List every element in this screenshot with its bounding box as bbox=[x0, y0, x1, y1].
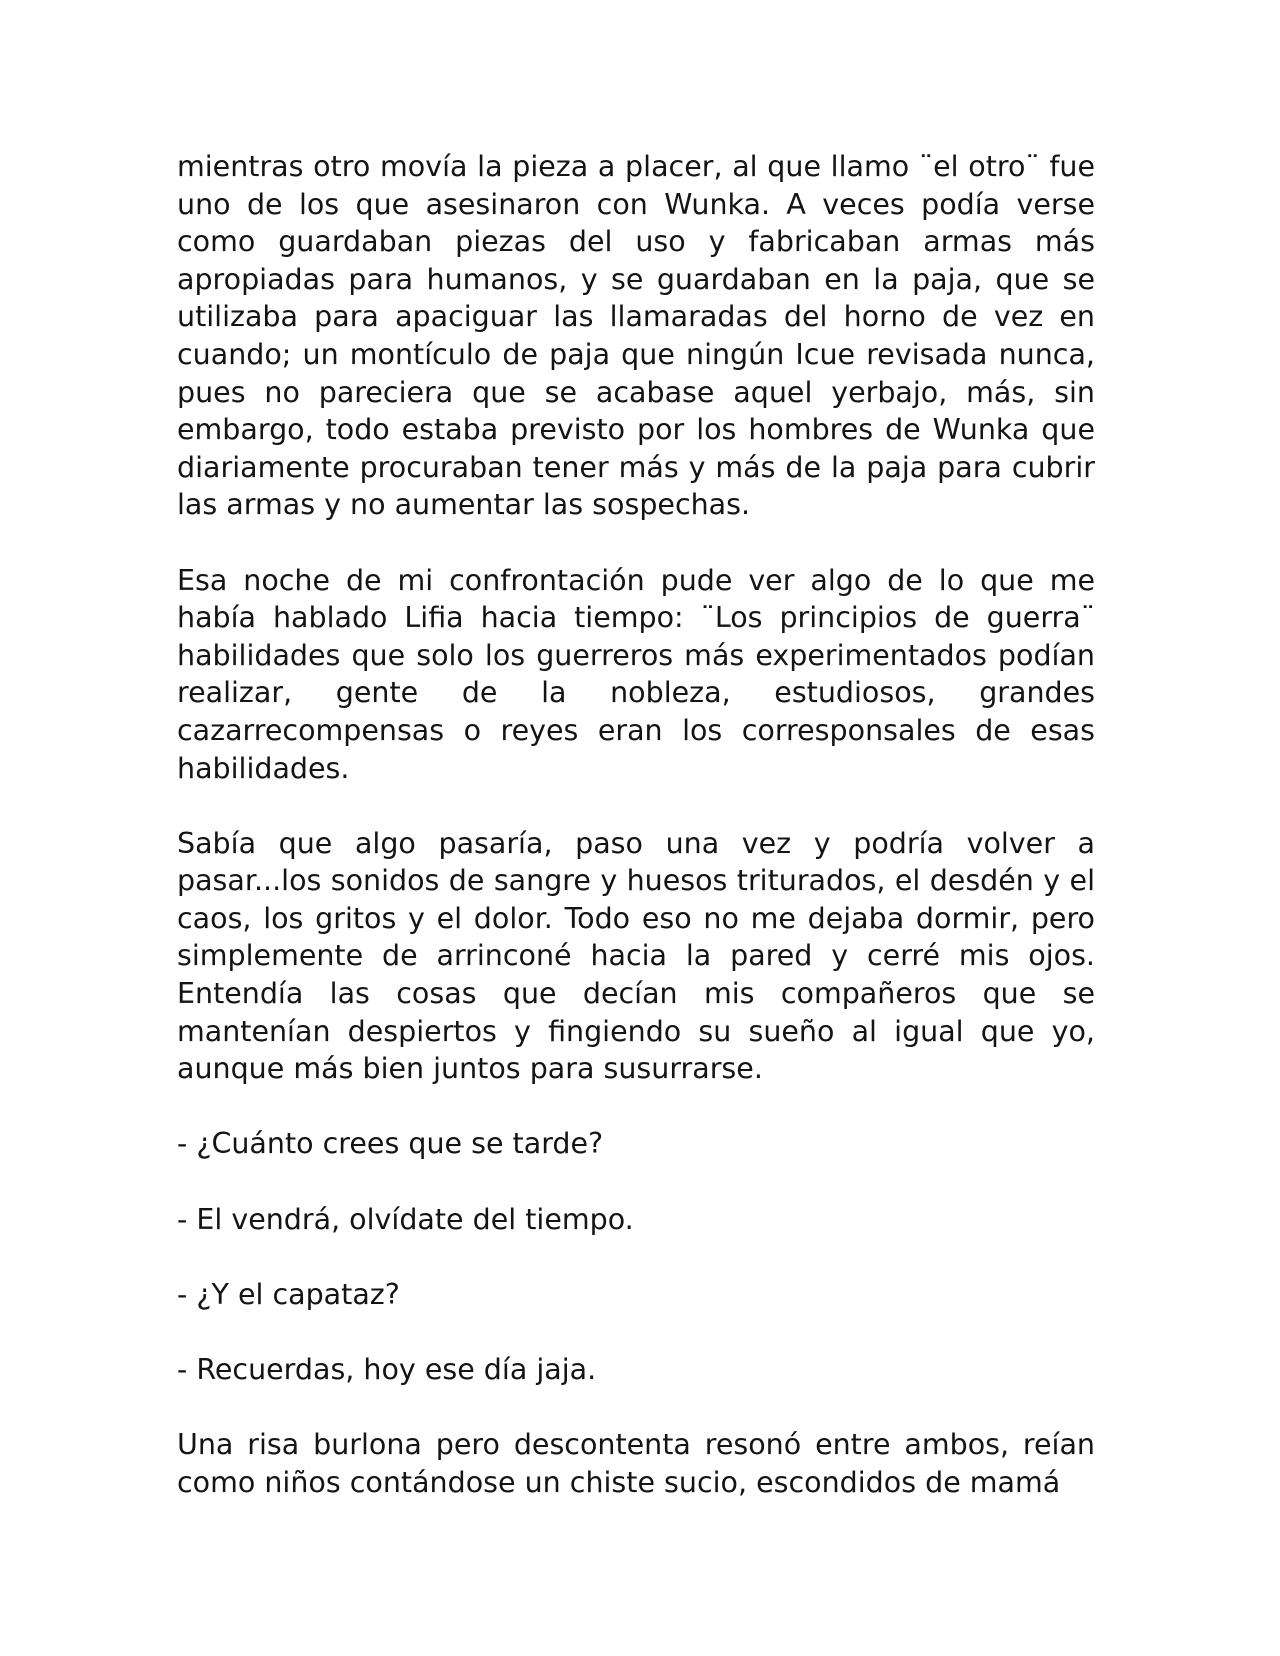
paragraph-war-principles: Esa noche de mi confrontación pude ver algo de lo que me había hablado Lifia hacia tiempo: ¨Los principios de guerra¨ habilidades que solo los guerreros más experimentados podían realizar, gente de la nobleza, estudiosos, grandes cazarrecompensas o reyes eran los corresponsales de esas habilidades. bbox=[177, 563, 1095, 785]
paragraph-wunka-weapons: mientras otro movía la pieza a placer, al que llamo ¨el otro¨ fue uno de los que asesinaron con Wunka. A veces podía verse como guardaban piezas del uso y fabricaban armas más apropiadas para humanos, y se guardaban en la paja, que se utilizaba para apaciguar las llamaradas del horno de vez en cuando; un montículo de paja que ningún Icue revisada nunca, pues no pareciera que se acabase aquel yerbajo, más, sin embargo, todo estaba previsto por los hombres de Wunka que diariamente procuraban tener más y más de la paja para cubrir las armas y no aumentar las sospechas. bbox=[177, 150, 1095, 522]
paragraph-mocking-laugh: Una risa burlona pero descontenta resonó entre ambos, reían como niños contándose un chiste sucio, escondidos de mamá bbox=[177, 1428, 1095, 1499]
dialogue-line-3: - ¿Y el capataz? bbox=[177, 1277, 400, 1311]
document-page bbox=[177, 148, 1095, 1501]
paragraph-sleepless-night: Sabía que algo pasaría, paso una vez y podría volver a pasar...los sonidos de sangre y huesos triturados, el desdén y el caos, los gritos y el dolor. Todo eso no me dejaba dormir, pero simplemente de arrinconé hacia la pared y cerré mis ojos. Entendía las cosas que decían mis compañeros que se mantenían despiertos y fingiendo su sueño al igual que yo, aunque más bien juntos para susurrarse. bbox=[177, 826, 1095, 1086]
dialogue-line-1: - ¿Cuánto crees que se tarde? bbox=[177, 1127, 604, 1161]
dialogue-line-2: - El vendrá, olvídate del tiempo. bbox=[177, 1202, 634, 1236]
dialogue-line-4: - Recuerdas, hoy ese día jaja. bbox=[177, 1353, 597, 1386]
